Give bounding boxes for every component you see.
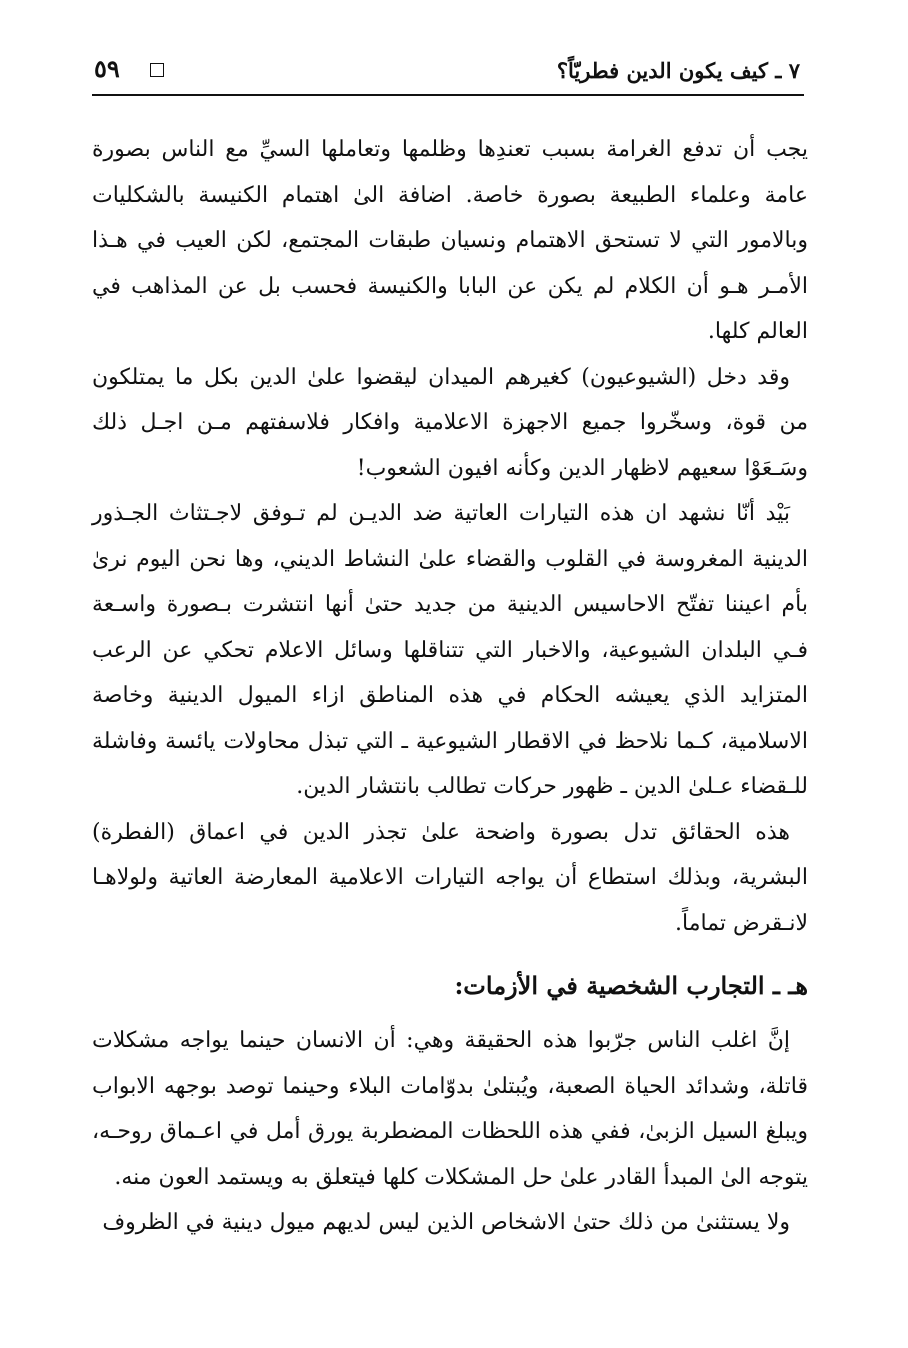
body-text-part2 <box>92 1018 808 1246</box>
paragraph: بَيْد أنّا نشهد ان هذه التيارات العاتية ضد الديـن لم تـوفق لاجـتثاث الجـذور الدينية المغروسة في القلوب والقضاء علىٰ النشاط الديني، وها نحن اليوم نرىٰ بأم اعيننا تفتّح الاحاسيس الدينية من جديد حتىٰ أنها انتشرت بـصورة واسـعة فـي البلدان الشيوعية، والاخبار التي تتناقلها وسائل الاعلام تحكي عن الرعب المتزايد الذي يعيشه الحكام في هذه المناطق ازاء الميول الدينية وخاصة الاسلامية، كـما نلاحظ في الاقطار الشيوعية ـ التي تبذل محاولات يائسة وفاشلة للـقضاء عـلىٰ الدين ـ ظهور حركات تطالب بانتشار الدين. <box>92 501 808 799</box>
paragraph: وقد دخل (الشيوعيون) كغيرهم الميدان ليقضوا علىٰ الدين بكل ما يمتلكون من قوة، وسخّروا جميع الاجهزة الاعلامية وافكار فلاسفتهم مـن اجـل ذلك وسَـعَوْا سعيهم لاظهار الدين وكأنه افيون الشعوب! <box>92 364 808 481</box>
paragraph: إنَّ اغلب الناس جرّبوا هذه الحقيقة وهي: أن الانسان حينما يواجه مشكلات قاتلة، وشدائد الحياة الصعبة، ويُبتلىٰ بدوّامات البلاء وحينما توصد بوجهه الابواب ويبلغ السيل الزبىٰ، ففي هذه اللحظات المضطربة يورق أمل في اعـماق روحـه، يتوجه الىٰ المبدأ القادر علىٰ حل المشكلات كلها فيتعلق به ويستمد العون منه. <box>92 1028 808 1190</box>
body-text-part1 <box>92 127 808 946</box>
paragraph: يجب أن تدفع الغرامة بسبب تعندِها وظلمها وتعاملها السيِّ مع الناس بصورة عامة وعلماء الطبيعة بصورة خاصة. اضافة الىٰ اهتمام الكنيسة بالشكليات وبالامور التي لا تستحق الاهتمام ونسيان طبقات المجتمع، لكن العيب في هـذا الأمـر هـو أن الكلام لم يكن عن البابا والكنيسة فحسب بل عن المذاهب في العالم كلها. <box>92 137 808 344</box>
paragraph: ولا يستثنىٰ من ذلك حتىٰ الاشخاص الذين ليس لديهم ميول دينية في الظروف <box>102 1210 790 1235</box>
section-heading: هـ ـ التجارب الشخصية في الأزمات: <box>454 971 808 1000</box>
paragraph: هذه الحقائق تدل بصورة واضحة علىٰ تجذر الدين في اعماق (الفطرة) البشرية، وبذلك استطاع أن يواجه التيارات الاعلامية المعارضة العاتية ولولاهـا لانـقرض تماماً. <box>92 819 808 936</box>
running-title: ٧ ـ كيف يكون الدين فطريّاً؟ <box>556 58 800 83</box>
page-number: ٥٩ <box>94 54 120 83</box>
page-header <box>92 52 804 96</box>
square-ornament-icon <box>150 63 164 77</box>
